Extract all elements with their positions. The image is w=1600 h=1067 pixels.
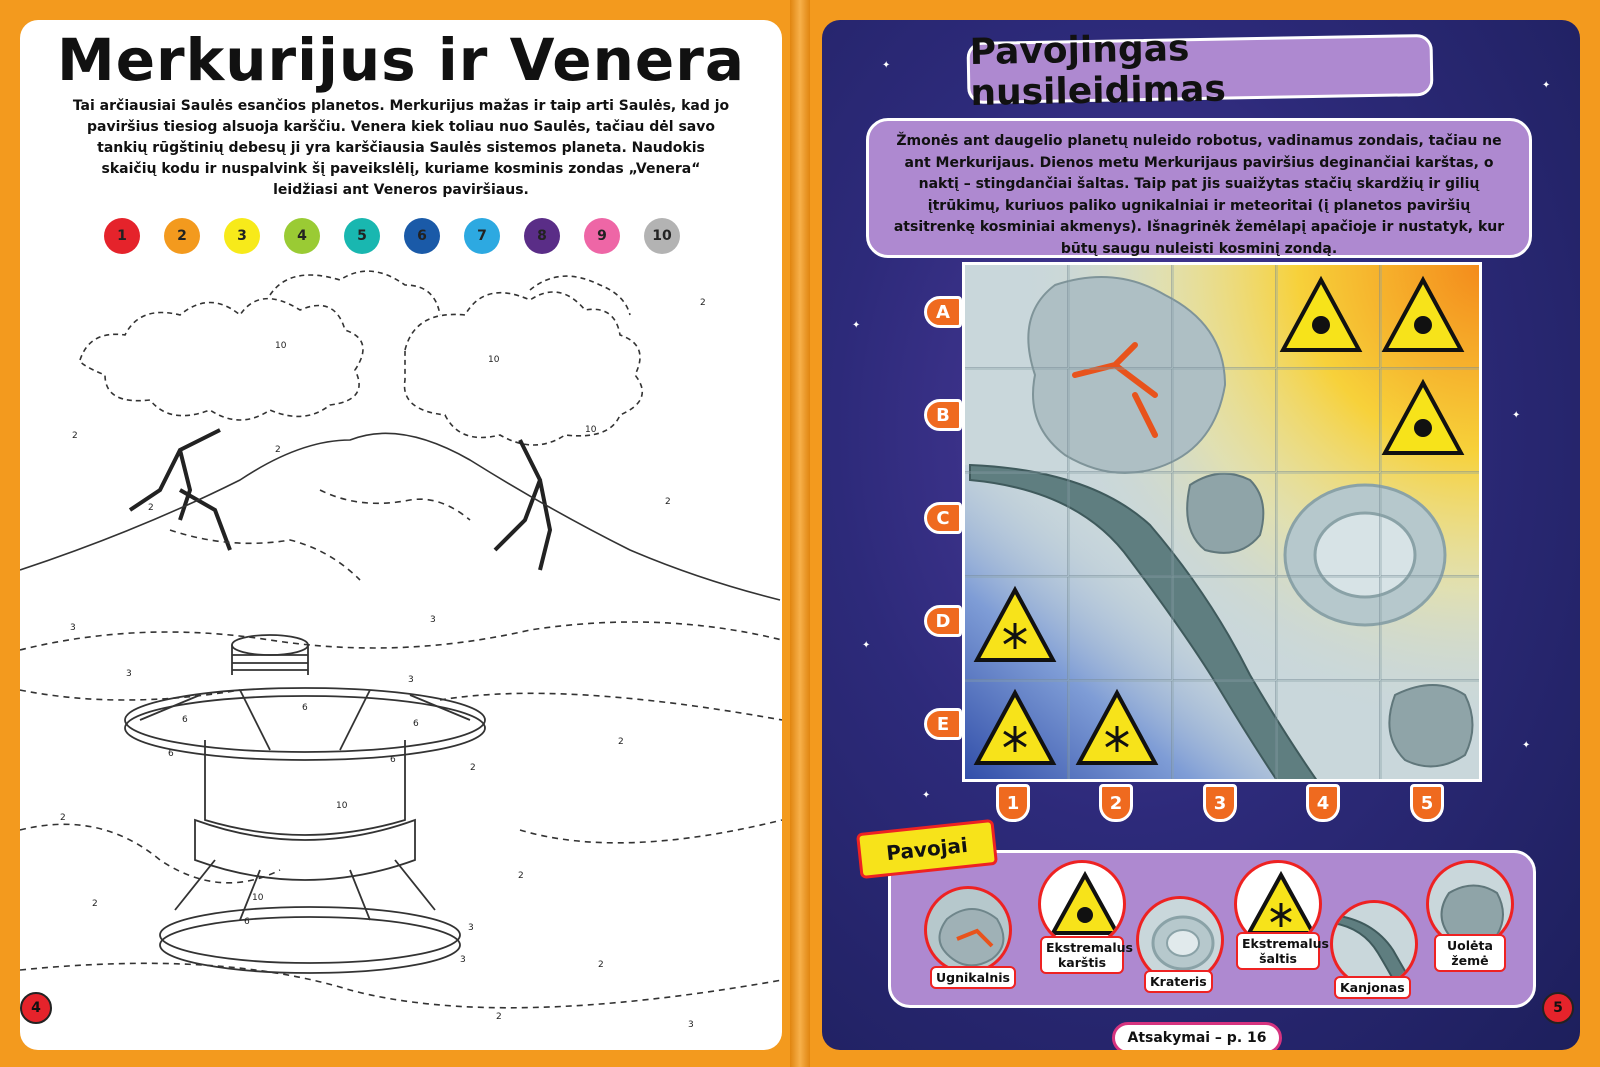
- color-key-6: 6: [404, 218, 440, 254]
- region-number: 2: [92, 899, 98, 909]
- grid-cell-b2[interactable]: [1069, 369, 1172, 472]
- mountain-ridge: [170, 490, 470, 580]
- legend-title: Pavojai: [856, 819, 998, 879]
- color-key-2: 2: [164, 218, 200, 254]
- grid-cell-d4[interactable]: [1277, 577, 1380, 680]
- region-number: 10: [336, 801, 348, 811]
- col-label-3: 3: [1203, 784, 1237, 822]
- grid-cell-c2[interactable]: [1069, 473, 1172, 576]
- region-number: 3: [460, 955, 466, 965]
- region-number: 2: [60, 813, 66, 823]
- grid-cell-d2[interactable]: [1069, 577, 1172, 680]
- row-label-d: D: [924, 605, 962, 637]
- hazard-label-crater: Krateris: [1144, 970, 1213, 993]
- grid-cell-c5[interactable]: [1381, 473, 1482, 576]
- color-key-1: 1: [104, 218, 140, 254]
- grid-cell-e4[interactable]: [1277, 681, 1380, 782]
- color-key-8: 8: [524, 218, 560, 254]
- volcano-outline: [20, 433, 780, 600]
- grid-cell-b1[interactable]: [965, 369, 1068, 472]
- row-label-a: A: [924, 296, 962, 328]
- grid-cell-a4[interactable]: [1277, 265, 1380, 368]
- star-icon: ✦: [862, 640, 871, 651]
- region-number: 3: [126, 669, 132, 679]
- volcano-icon: [924, 886, 1012, 974]
- lightning-right: [495, 440, 550, 570]
- region-number: 2: [618, 737, 624, 747]
- grid-cell-b4[interactable]: [1277, 369, 1380, 472]
- terrain-lines: [20, 622, 782, 1008]
- grid-cell-e1[interactable]: [965, 681, 1068, 782]
- hazard-label-canyon: Kanjonas: [1334, 976, 1411, 999]
- color-key-5: 5: [344, 218, 380, 254]
- cloud-top: [270, 271, 440, 315]
- grid-cell-d3[interactable]: [1173, 577, 1276, 680]
- region-number: 3: [70, 623, 76, 633]
- region-number: 2: [275, 445, 281, 455]
- left-page-intro: Tai arčiausiai Saulės esančios planetos. Merkurijus mažas ir taip arti Saulės, kad jo paviršius tiesiog alsuoja karščiu. Venera kiek toliau nuo Saulės, tačiau dėl savo tankių rūgštinių debesų ji yra karščiausia Saulės sistemos planeta. Naudokis skaičių kodu ir nuspalvink šį paveikslėlį, kuriame kosminis zondas „Venera“ leidžiasi ant Veneros paviršiaus.: [72, 98, 730, 198]
- region-number: 2: [665, 497, 671, 507]
- grid-cell-e2[interactable]: [1069, 681, 1172, 782]
- right-page-intro: Žmonės ant daugelio planetų nuleido robotus, vadinamus zondais, tačiau ne ant Merkurijaus. Dienos metu Merkurijaus paviršius deginančiai karštas, o naktį – stingdančiai šaltas. Taip pat jis suaižytas stačių skardžių ir gilių įtrūkimų, kuriuos paliko ugnikalniai ir meteoritai (į planetos paviršių atsitrenkę kosminiai akmenys). Išnagrinėk žemėlapį apačioje ir nustatyk, kur būtų saugu nuleisti kosminį zondą.: [866, 118, 1532, 258]
- left-page: [20, 20, 782, 1050]
- hazard-label-extreme-heat: Ekstremalus karštis: [1040, 936, 1124, 974]
- col-label-4: 4: [1306, 784, 1340, 822]
- region-number: 2: [72, 431, 78, 441]
- grid-cell-b5[interactable]: [1381, 369, 1482, 472]
- region-number: 2: [470, 763, 476, 773]
- cloud-right: [405, 292, 643, 445]
- hazard-label-volcano: Ugnikalnis: [930, 966, 1016, 989]
- region-number: 10: [488, 355, 500, 365]
- sun-warning-icon: [1038, 860, 1126, 948]
- col-label-2: 2: [1099, 784, 1133, 822]
- answers-reference: Atsakymai – p. 16: [1112, 1022, 1282, 1050]
- grid-cell-e3[interactable]: [1173, 681, 1276, 782]
- region-number: 6: [413, 719, 419, 729]
- left-page-title: Merkurijus ir Venera: [57, 26, 745, 94]
- region-number: 6: [244, 917, 250, 927]
- region-number: 6: [168, 749, 174, 759]
- venera-probe: [125, 635, 485, 973]
- region-number: 3: [430, 615, 436, 625]
- color-key-9: 9: [584, 218, 620, 254]
- right-page-title: Pavojingas nusileidimas: [966, 34, 1433, 104]
- hazard-map-grid: [962, 262, 1482, 782]
- color-key-4: 4: [284, 218, 320, 254]
- grid-cell-a3[interactable]: [1173, 265, 1276, 368]
- region-number: 2: [148, 503, 154, 513]
- col-label-1: 1: [996, 784, 1030, 822]
- page-number-left: 4: [20, 992, 52, 1024]
- row-label-e: E: [924, 708, 962, 740]
- color-key: [104, 218, 704, 254]
- region-number: 3: [408, 675, 414, 685]
- region-number: 3: [688, 1020, 694, 1030]
- region-number: 6: [390, 755, 396, 765]
- grid-cell-c4[interactable]: [1277, 473, 1380, 576]
- coloring-picture: [20, 270, 782, 1050]
- region-number: 2: [598, 960, 604, 970]
- region-number: 2: [496, 1012, 502, 1022]
- region-number: 10: [252, 893, 264, 903]
- col-label-5: 5: [1410, 784, 1444, 822]
- cloud-far-right: [530, 276, 630, 315]
- star-icon: ✦: [852, 320, 861, 331]
- region-number: 2: [700, 298, 706, 308]
- star-icon: ✦: [1542, 80, 1551, 91]
- color-key-7: 7: [464, 218, 500, 254]
- region-number: 2: [518, 871, 524, 881]
- canyon-icon: [1330, 900, 1418, 988]
- row-label-b: B: [924, 399, 962, 431]
- grid-cell-d5[interactable]: [1381, 577, 1482, 680]
- region-number: 10: [275, 341, 287, 351]
- grid-cell-e5[interactable]: [1381, 681, 1482, 782]
- grid-cell-a2[interactable]: [1069, 265, 1172, 368]
- grid-cell-d1[interactable]: [965, 577, 1068, 680]
- color-key-3: 3: [224, 218, 260, 254]
- right-page: [822, 20, 1580, 1050]
- page-number-right: 5: [1542, 992, 1574, 1024]
- grid-cell-b3[interactable]: [1173, 369, 1276, 472]
- star-icon: ✦: [882, 60, 891, 71]
- grid-cell-a1[interactable]: [965, 265, 1068, 368]
- star-icon: ✦: [922, 790, 931, 801]
- region-number: 3: [468, 923, 474, 933]
- star-icon: ✦: [1522, 740, 1531, 751]
- cloud-left: [80, 299, 363, 420]
- region-number: 6: [302, 703, 308, 713]
- color-key-10: 10: [644, 218, 680, 254]
- lightning-left: [130, 430, 230, 550]
- grid-cell-c1[interactable]: [965, 473, 1068, 576]
- row-label-c: C: [924, 502, 962, 534]
- hazard-label-extreme-cold: Ekstremalus šaltis: [1236, 932, 1320, 970]
- grid-cell-c3[interactable]: [1173, 473, 1276, 576]
- book-spine: [790, 0, 810, 1067]
- region-number: 10: [585, 425, 597, 435]
- hazard-label-rocky-ground: Uolėta žemė: [1434, 934, 1506, 972]
- region-number: 6: [182, 715, 188, 725]
- grid-cell-a5[interactable]: [1381, 265, 1482, 368]
- star-icon: ✦: [1512, 410, 1521, 421]
